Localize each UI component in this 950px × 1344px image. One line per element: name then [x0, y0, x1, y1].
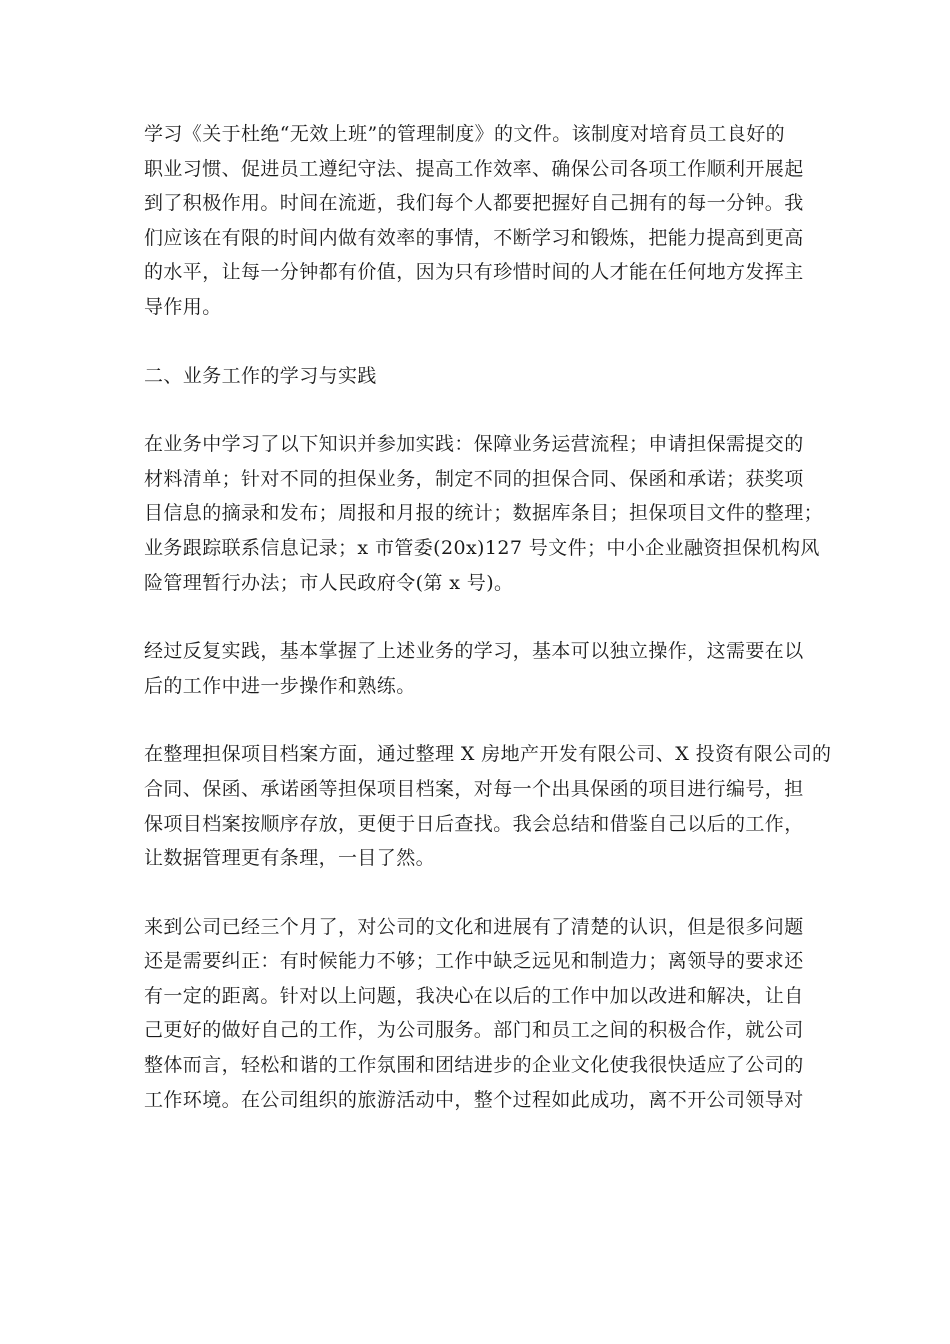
text-line: 学习《关于杜绝“无效上班”的管理制度》的文件。该制度对培育员工良好的 — [144, 123, 786, 145]
text-line: 有一定的距离。针对以上问题，我决心在以后的工作中加以改进和解决，让自 — [144, 984, 804, 1007]
text-line: 工作环境。在公司组织的旅游活动中，整个过程如此成功，离不开公司领导对 — [144, 1088, 804, 1111]
heading-text: 二、业务工作的学习与实践 — [144, 364, 377, 387]
text-line: 职业习惯、促进员工遵纪守法、提高工作效率、确保公司各项工作顺利开展起 — [144, 157, 804, 180]
section-heading — [144, 359, 812, 394]
text-line: 的水平，让每一分钟都有价值，因为只有珍惜时间的人才能在任何地方发挥主 — [144, 261, 804, 284]
text-line: 到了积极作用。时间在流逝，我们每个人都要把握好自己拥有的每一分钟。我 — [144, 192, 804, 215]
text-line: 让数据管理更有条理，一目了然。 — [144, 847, 436, 870]
paragraph-5 — [144, 910, 812, 1118]
text-line: 后的工作中进一步操作和熟练。 — [144, 674, 416, 697]
text-line: 来到公司已经三个月了，对公司的文化和进展有了清楚的认识，但是很多问题 — [144, 915, 804, 938]
text-line: 在整理担保项目档案方面，通过整理 X 房地产开发有限公司、X 投资有限公司的 — [144, 743, 832, 766]
text-line: 导作用。 — [144, 295, 222, 318]
text-line: 经过反复实践，基本掌握了上述业务的学习，基本可以独立操作，这需要在以 — [144, 640, 804, 663]
paragraph-2 — [144, 427, 824, 600]
paragraph-1 — [144, 117, 812, 325]
text-line: 业务跟踪联系信息记录；x 市管委(20x)127 号文件；中小企业融资担保机构风 — [144, 536, 820, 559]
text-line: 险管理暂行办法；市人民政府令(第 x 号)。 — [144, 571, 514, 594]
document-body — [144, 117, 832, 1151]
paragraph-3 — [144, 634, 812, 703]
text-line: 保项目档案按顺序存放，更便于日后查找。我会总结和借鉴自己以后的工作， — [144, 812, 804, 835]
text-line: 还是需要纠正：有时候能力不够；工作中缺乏远见和制造力；离领导的要求还 — [144, 950, 804, 973]
text-line: 目信息的摘录和发布；周报和月报的统计；数据库条目；担保项目文件的整理； — [144, 502, 824, 525]
text-line: 己更好的做好自己的工作，为公司服务。部门和员工之间的积极合作，就公司 — [144, 1019, 804, 1042]
text-line: 材料清单；针对不同的担保业务，制定不同的担保合同、保函和承诺；获奖项 — [144, 467, 804, 490]
text-line: 合同、保函、承诺函等担保项目档案，对每一个出具保函的项目进行编号，担 — [144, 777, 804, 800]
text-line: 整体而言，轻松和谐的工作氛围和团结进步的企业文化使我很快适应了公司的 — [144, 1054, 804, 1077]
paragraph-4 — [144, 737, 832, 875]
text-line: 们应该在有限的时间内做有效率的事情，不断学习和锻炼，把能力提高到更高 — [144, 226, 804, 249]
text-line: 在业务中学习了以下知识并参加实践：保障业务运营流程；申请担保需提交的 — [144, 433, 804, 456]
